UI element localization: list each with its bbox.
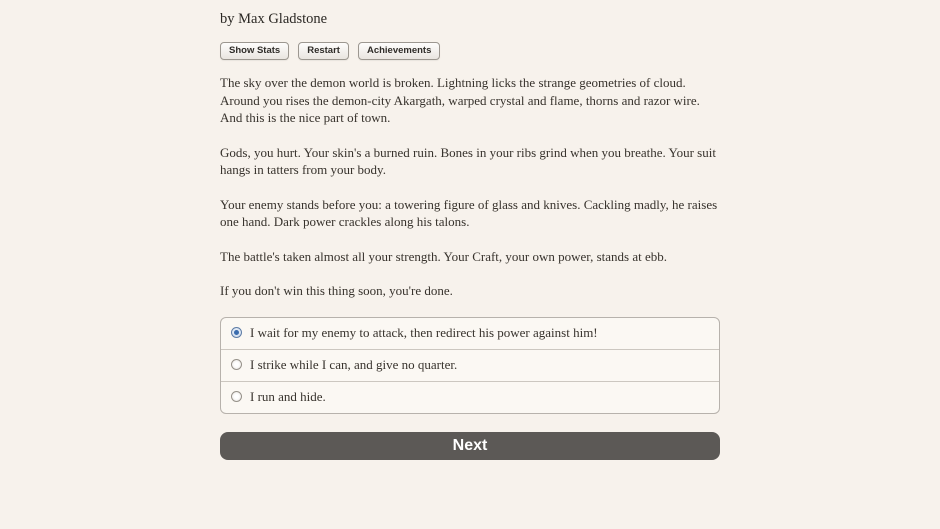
choice-label: I strike while I can, and give no quarter. [250, 356, 458, 372]
restart-button[interactable]: Restart [298, 42, 349, 60]
story-paragraph: The sky over the demon world is broken. Lightning licks the strange geometries of cloud. Around you rises the demon-city Akargath, warped crystal and flame, thorns and razor wire. And this is the nice part of town. [220, 75, 700, 125]
radio-button-icon[interactable] [231, 327, 242, 338]
choice-option-1[interactable] [221, 318, 719, 350]
choice-label: I run and hide. [250, 388, 326, 404]
choice-option-2[interactable] [221, 350, 719, 382]
story-paragraph: If you don't win this thing soon, you're done. [220, 283, 453, 298]
game-toolbar [220, 42, 720, 60]
radio-button-icon[interactable] [231, 359, 242, 370]
game-page [220, 0, 720, 460]
show-stats-button[interactable]: Show Stats [220, 42, 289, 60]
choice-option-3[interactable] [221, 382, 719, 413]
story-paragraph: The battle's taken almost all your strength. Your Craft, your own power, stands at ebb. [220, 248, 667, 264]
choice-list [220, 317, 720, 414]
story-text [220, 74, 720, 300]
achievements-button[interactable]: Achievements [358, 42, 440, 60]
story-paragraph: Gods, you hurt. Your skin's a burned ruin. Bones in your ribs grind when you breathe. Your suit hangs in tatters from your body. [220, 144, 716, 177]
choice-label: I wait for my enemy to attack, then redirect his power against him! [250, 324, 598, 340]
story-paragraph: Your enemy stands before you: a towering figure of glass and knives. Cackling madly, he raises one hand. Dark power crackles along his talons. [220, 196, 718, 229]
next-button[interactable]: Next [220, 432, 720, 460]
author-byline: by Max Gladstone [220, 11, 328, 27]
radio-button-icon[interactable] [231, 391, 242, 402]
